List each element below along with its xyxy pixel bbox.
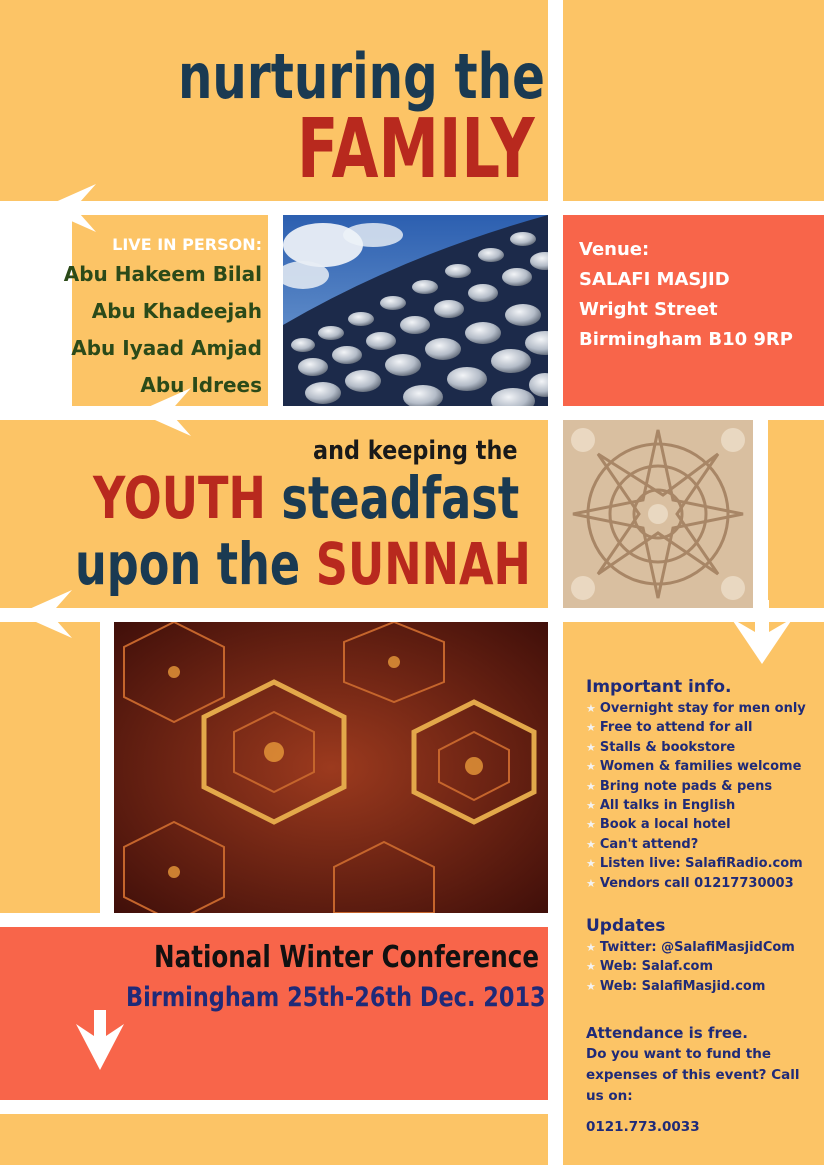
info-heading: Important info.	[586, 677, 732, 697]
conference-dates: Birmingham 25th-26th Dec. 2013	[126, 982, 546, 1013]
star-icon: ★	[586, 779, 596, 793]
bottom-panel	[0, 1114, 548, 1165]
info-item: ★ Free to attend for all	[586, 720, 753, 736]
update-item: ★ Web: SalafiMasjid.com	[586, 978, 766, 994]
info-item: ★ Book a local hotel	[586, 817, 731, 833]
updates-block	[586, 914, 795, 996]
star-icon: ★	[586, 702, 596, 715]
speaker-name: Abu Iyaad Amjad	[71, 336, 262, 360]
info-block	[586, 676, 806, 893]
attendance-block	[586, 1022, 808, 1138]
star-icon: ★	[586, 760, 596, 774]
subtitle-line-3	[75, 530, 531, 598]
info-item: ★ All talks in English	[586, 798, 736, 814]
info-item: ★ Can't attend?	[586, 836, 699, 852]
venue-line: Birmingham B10 9RP	[579, 329, 793, 350]
title-line-2: FAMILY	[297, 102, 535, 197]
star-icon: ★	[586, 941, 596, 954]
geometric-star-pattern-image	[114, 622, 548, 913]
star-icon: ★	[586, 837, 596, 851]
islamic-stone-carving-photo	[563, 420, 753, 608]
arrow-down-icon	[76, 1010, 124, 1070]
venue-line: SALAFI MASJID	[579, 269, 730, 290]
star-icon: ★	[586, 857, 596, 871]
star-icon: ★	[586, 799, 596, 813]
star-icon: ★	[586, 876, 596, 890]
info-item: ★ Bring note pads & pens	[586, 778, 773, 794]
info-list	[586, 699, 806, 893]
top-right-panel	[563, 0, 824, 201]
steadfast-word: steadfast	[281, 464, 520, 532]
info-item: ★ Listen live: SalafiRadio.com	[586, 856, 803, 872]
upon-the-words: upon the	[75, 530, 301, 598]
update-item: ★ Twitter: @SalafiMasjidCom	[586, 940, 795, 955]
selfridges-building-photo	[283, 215, 548, 406]
conference-name: National Winter Conference	[154, 940, 540, 975]
arrow-left-icon	[42, 184, 157, 232]
attendance-body: Do you want to fund the expenses of this event? Call us on:	[586, 1046, 800, 1104]
left-mid-panel	[0, 622, 100, 913]
youth-word: YOUTH	[93, 464, 266, 532]
subtitle-line-2	[93, 464, 520, 532]
speaker-name: Abu Hakeem Bilal	[63, 262, 262, 286]
info-item: ★ Vendors call 01217730003	[586, 875, 794, 891]
sunnah-word: SUNNAH	[315, 530, 531, 598]
star-icon: ★	[586, 721, 596, 735]
update-item: ★ Web: Salaf.com	[586, 959, 714, 975]
speakers-block	[40, 234, 262, 404]
updates-list	[586, 938, 795, 996]
title-line-1: nurturing the	[178, 40, 545, 113]
info-item: ★ Stalls & bookstore	[586, 739, 736, 755]
arrow-down-icon	[731, 600, 793, 664]
speaker-name: Abu Idrees	[140, 373, 262, 397]
star-icon: ★	[586, 979, 596, 993]
star-icon: ★	[586, 818, 596, 832]
info-item: ★ Overnight stay for men only	[586, 701, 806, 716]
subtitle-line-1: and keeping the	[313, 436, 518, 466]
speaker-name: Abu Khadeejah	[91, 299, 262, 323]
star-icon: ★	[586, 740, 596, 754]
right-edge-panel	[768, 420, 824, 608]
venue-line: Wright Street	[579, 299, 718, 320]
attendance-phone: 0121.773.0033	[586, 1119, 700, 1135]
updates-heading: Updates	[586, 916, 666, 936]
venue-block	[579, 235, 793, 355]
star-icon: ★	[586, 960, 596, 974]
attendance-heading: Attendance is free.	[586, 1024, 748, 1042]
speakers-heading: LIVE IN PERSON:	[112, 235, 262, 254]
info-item: ★ Women & families welcome	[586, 759, 802, 775]
venue-label: Venue:	[579, 239, 650, 260]
